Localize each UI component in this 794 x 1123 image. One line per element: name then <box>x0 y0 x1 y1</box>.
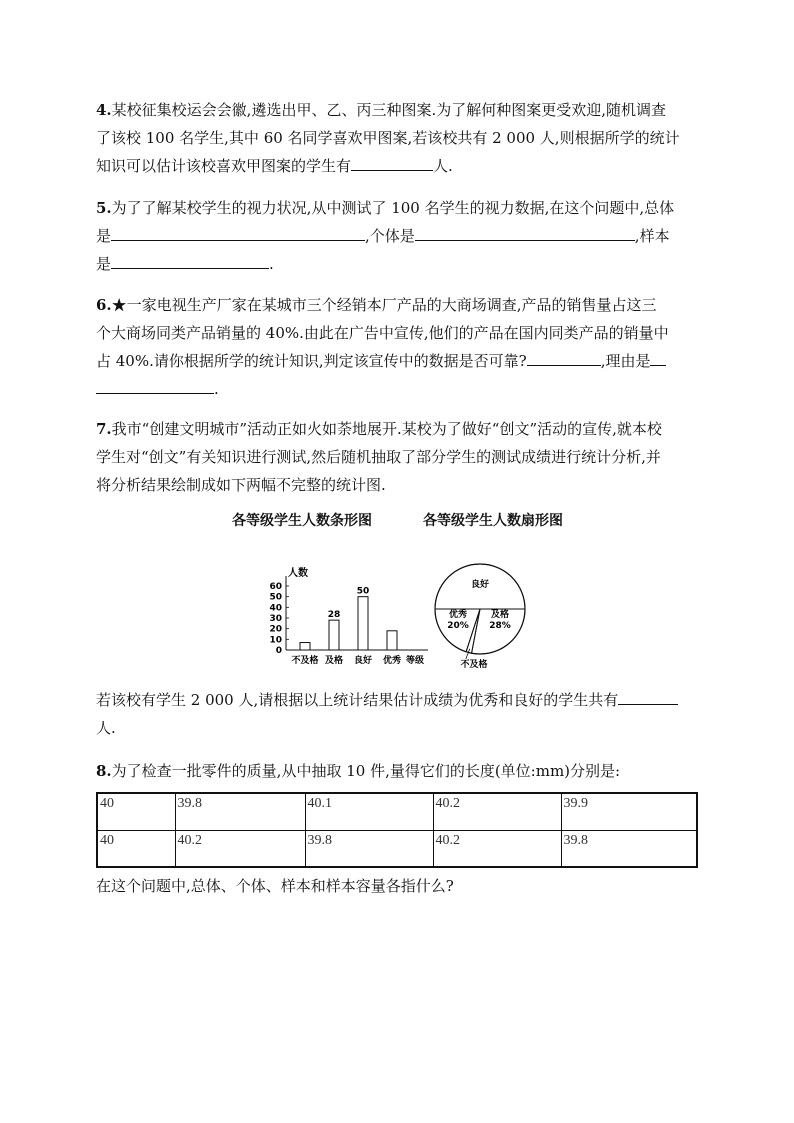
bar-data-label: 50 <box>356 586 370 597</box>
question-text: ,理由是 <box>600 352 651 370</box>
x-tick-label: 及格 <box>324 656 344 666</box>
question-text: 了该校 100 名学生,其中 60 名同学喜欢甲图案,若该校共有 2 000 人,则根据所学的统计 <box>96 129 680 147</box>
bar-3 <box>387 631 397 650</box>
question-text: 是 <box>96 255 112 273</box>
bar-2 <box>358 597 368 650</box>
question-number: 6. <box>96 296 112 314</box>
answer-blank[interactable] <box>351 152 433 171</box>
table-cell: 40.1 <box>305 793 433 830</box>
question-number: 7. <box>96 420 112 438</box>
answer-blank-individual[interactable] <box>415 222 635 241</box>
pie-slice-pct: 28% <box>489 621 511 631</box>
star-icon: ★ <box>111 296 127 314</box>
question-8 <box>96 757 696 785</box>
answer-blank-reliable[interactable] <box>527 347 601 366</box>
question-text: . <box>269 255 274 273</box>
question-text: 知识可以估计该校喜欢甲图案的学生有 <box>96 157 352 175</box>
question-text: ,样本 <box>634 227 670 245</box>
question-6 <box>96 291 696 403</box>
question-text: 是 <box>96 227 112 245</box>
answer-blank-reason[interactable] <box>96 375 214 394</box>
bar-data-label: 28 <box>327 610 341 621</box>
table-cell: 39.8 <box>175 793 305 830</box>
question-text: 学生对“创文”有关知识进行测试,然后随机抽取了部分学生的测试成绩进行统计分析,并 <box>96 448 661 466</box>
question-7 <box>96 415 696 499</box>
question-number: 5. <box>96 199 112 217</box>
pie-slice-label: 不及格 <box>460 660 488 670</box>
answer-blank-reason-start[interactable] <box>650 347 666 366</box>
y-tick-label: 60 <box>269 582 282 592</box>
y-tick-label: 40 <box>269 603 282 614</box>
bar-1 <box>329 620 339 650</box>
table-cell: 39.8 <box>561 830 697 867</box>
question-text: 某校征集校运会会徽,遴选出甲、乙、丙三种图案.为了解何种图案更受欢迎,随机调查 <box>111 101 666 119</box>
question-7-prompt <box>96 686 696 742</box>
x-tick-label: 优秀 <box>382 656 402 666</box>
question-text: 我市“创建文明城市”活动正如火如荼地展开.某校为了做好“创文”活动的宣传,就本校 <box>111 420 662 438</box>
question-number: 8. <box>96 762 112 780</box>
pie-slice-pct: 20% <box>447 621 469 631</box>
x-tick-label: 不及格 <box>291 656 319 666</box>
question-4 <box>96 96 696 180</box>
question-text: . <box>214 380 219 398</box>
pie-slice-label: 及格 <box>490 610 510 620</box>
table-cell: 40 <box>97 793 175 830</box>
table-cell: 40.2 <box>175 830 305 867</box>
table-cell: 40.2 <box>433 793 561 830</box>
y-tick-label: 20 <box>269 624 282 635</box>
pie-slice-label: 优秀 <box>448 610 468 620</box>
pie-chart <box>426 560 538 670</box>
y-tick-label: 50 <box>269 592 282 603</box>
question-text: 若该校有学生 2 000 人,请根据以上统计结果估计成绩为优秀和良好的学生共有 <box>96 691 619 709</box>
table-cell: 39.8 <box>305 830 433 867</box>
table-cell: 40.2 <box>433 830 561 867</box>
bar-0 <box>300 643 310 650</box>
question-text: 个大商场同类产品销量的 40%.由此在广告中宣传,他们的产品在国内同类产品的销量中 <box>96 324 669 342</box>
y-tick-label: 0 <box>275 646 282 656</box>
question-text: 一家电视生产厂家在某城市三个经销本厂产品的大商场调查,产品的销售量占这三 <box>126 296 657 314</box>
bar-chart <box>258 560 438 670</box>
table-row <box>97 830 697 867</box>
pie-chart-title: 各等级学生人数扇形图 <box>423 513 563 529</box>
question-number: 4. <box>96 101 112 119</box>
question-text: 占 40%.请你根据所学的统计知识,判定该宣传中的数据是否可靠? <box>96 352 527 370</box>
x-tick-label: 良好 <box>353 656 373 666</box>
measurement-table <box>96 792 698 868</box>
x-axis-label: 等级 <box>406 656 425 666</box>
table-cell: 39.9 <box>561 793 697 830</box>
y-tick-label: 30 <box>269 614 282 624</box>
question-text: 将分析结果绘制成如下两幅不完整的统计图. <box>96 476 386 494</box>
y-axis-label: 人数 <box>288 568 308 579</box>
table-cell: 40 <box>97 830 175 867</box>
question-text: ,个体是 <box>365 227 415 245</box>
question-text: 在这个问题中,总体、个体、样本和样本容量各指什么? <box>96 877 454 895</box>
question-8-prompt <box>96 872 696 900</box>
question-5 <box>96 194 696 278</box>
question-text: 为了检查一批零件的质量,从中抽取 10 件,量得它们的长度(单位:mm)分别是: <box>111 762 621 780</box>
pie-slice-label: 良好 <box>470 580 490 590</box>
answer-blank-population[interactable] <box>111 222 365 241</box>
answer-blank-count[interactable] <box>618 686 678 705</box>
y-tick-label: 10 <box>269 635 282 646</box>
question-text: 人. <box>433 157 453 175</box>
question-text: 为了了解某校学生的视力状况,从中测试了 100 名学生的视力数据,在这个问题中,总体 <box>111 199 675 217</box>
bar-chart-title: 各等级学生人数条形图 <box>232 513 372 529</box>
answer-blank-sample[interactable] <box>111 250 269 269</box>
question-text: 人. <box>96 719 116 737</box>
table-row <box>97 793 697 830</box>
